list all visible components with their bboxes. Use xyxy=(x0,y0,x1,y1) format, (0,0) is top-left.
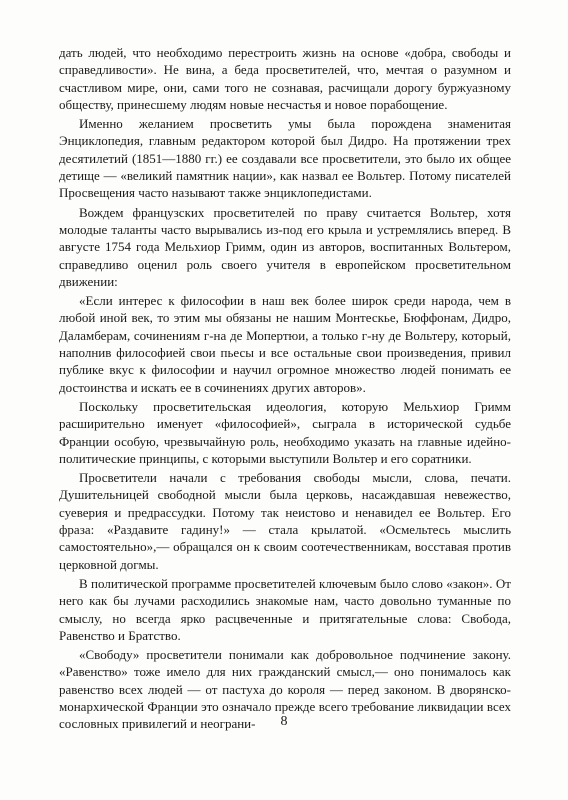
paragraph-voltaire-leader: Вождем французских просветителей по праву считается Вольтер, хотя молодые таланты часто вырывались из-под его крыла и устремлялись вперед. В августе 1754 года Мельхиор Гримм, один из авторов, воспитанных Вольтером, справедливо оценил роль своего учителя в европейском просветительном движении: xyxy=(59,204,511,289)
page-body-text xyxy=(59,44,511,735)
paragraph-freedom-of-thought: Просветители начали с требования свободы мысли, слова, печати. Душительницей свободной мысли была церковь, насаждавшая невежество, суеверия и предрассудки. Потому так неистово и ненавидел ее Вольтер. Его фраза: «Раздавите гадину!» — стала крылатой. «Осмельтесь мыслить самостоятельно»,— обращался он к своим соотечественникам, восставая против церковной догмы. xyxy=(59,470,511,572)
paragraph-continued: дать людей, что необходимо перестроить жизнь на основе «добра, свободы и справедливости». Не вина, а беда просветителей, что, мечтая о разумном и счастливом мире, они, сами того не сознавая, расчищали дорогу буржуазному обществу, принесшему людям новые несчастья и новое порабощение. xyxy=(59,45,511,112)
page-number: 8 xyxy=(280,714,288,729)
paragraph-liberty-equality: «Свободу» просветители понимали как добровольное подчинение закону. «Равенство» тоже имело для них гражданский смысл,— оно понималось как равенство всех людей — от пастуха до короля — перед законом. В дворянско-монархической Франции это означало прежде всего требование ликвидации всех сословных привилегий и неограни- xyxy=(59,647,511,732)
paragraph-law: В политической программе просветителей ключевым было слово «закон». От него как бы лучами расходились знакомые нам, часто довольно туманные по смыслу, но всегда ярко расцвеченные и притягательные слова: Свобода, Равенство и Братство. xyxy=(59,575,511,643)
paragraph-encyclopedia: Именно желанием просветить умы была порождена знаменитая Энциклопедия, главным редактором которой был Дидро. На протяжении трех десятилетий (1851—1880 гг.) ее создавали все просветители, это было их общее детище — «великий памятник нации», как назвал ее Вольтер. Потому писателей Просвещения часто называют также энциклопедистами. xyxy=(59,116,511,201)
paragraph-ideology: Поскольку просветительская идеология, которую Мельхиор Гримм расширительно именует «философией», сыграла в исторической судьбе Франции особую, чрезвычайную роль, необходимо указать на главные идейно-политические принципы, с которыми выступили Вольтер и его соратники. xyxy=(59,398,511,466)
paragraph-grimm-quote: «Если интерес к философии в наш век более широк среди народа, чем в любой иной век, то этим мы обязаны не нашим Монтескье, Бюффонам, Дидро, Даламберам, сочинениям г-на де Мопертюи, а только г-ну де Вольтеру, который, наполнив философией свои пьесы и все остальные свои произведения, привил публике вкус к философии и научил огромное множество людей понимать ее достоинства и искать ее в сочинениях других авторов». xyxy=(59,293,511,395)
